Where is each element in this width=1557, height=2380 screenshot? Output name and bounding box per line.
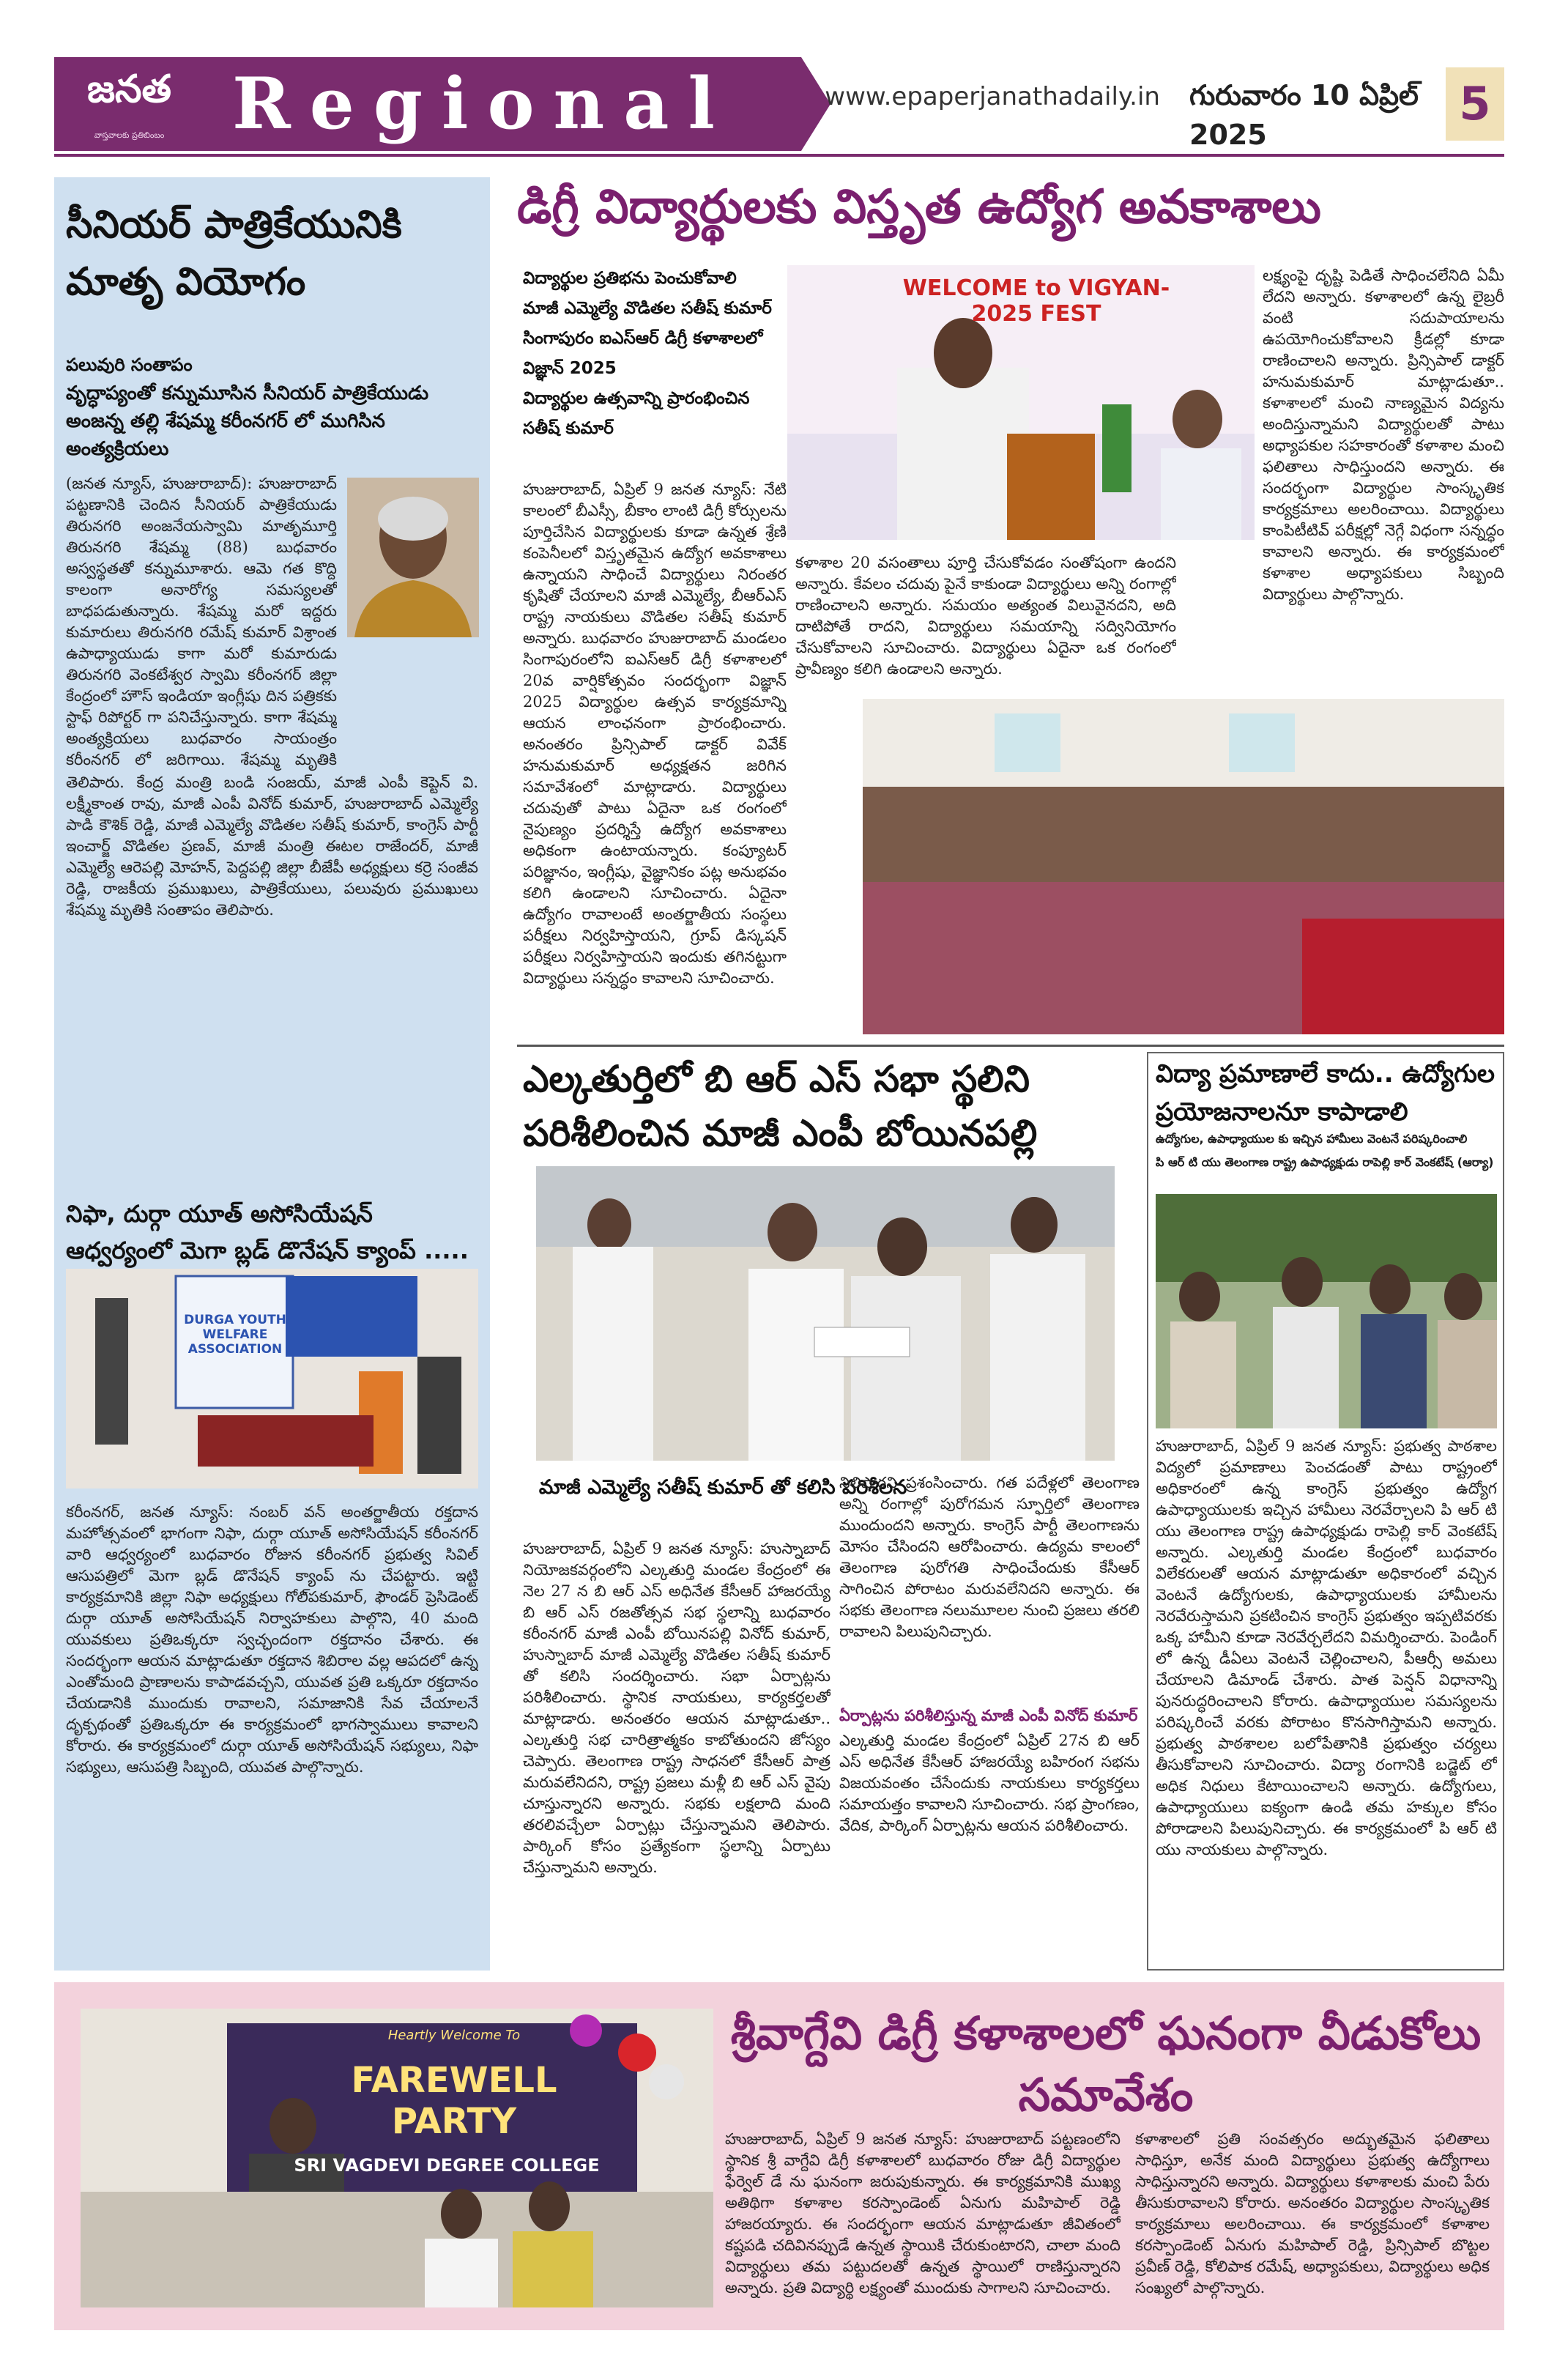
site-inspection-photo [536, 1166, 1115, 1461]
teachers-photo [1156, 1194, 1497, 1428]
website-url[interactable]: www.epaperjanathadaily.in [825, 82, 1160, 111]
top-story-body-col3: లక్ష్యంపై దృష్టి పెడితే సాధించలేనిది ఏమీ లేదని అన్నారు. కళాశాలలో ఉన్న లైబ్రరీ వంటి సదుపాయాలను ఉపయోగించుకోవాలని క్రీడల్లో కూడా రాణించాలని అన్నారు. ప్రిన్సిపాల్ డాక్టర్ హనుమకుమార్ మాట్లాడుతూ.. కళాశాలలో మంచి నాణ్యమైన విద్యను అందిస్తున్నామని విద్యార్థులతో పాటు అధ్యాపకుల సహకారంతో కళాశాల మంచి ఫలితాలు సాధిస్తుందని అన్నారు. ఈ సందర్భంగా విద్యార్థుల సాంస్కృతిక కార్యక్రమాలు అలరించాయి. విద్యార్థులు కాంపిటీటివ్ పరీక్షల్లో నెగ్గే విధంగా సన్నద్ధం కావాలని అన్నారు. ఈ కార్యక్రమంలో కళాశాల అధ్యాపకులు సిబ్బంది విద్యార్థులు పాల్గొన్నారు. [1263, 267, 1504, 603]
blood-camp-body: కరీంనగర్, జనత న్యూస్: నంబర్ వన్ అంతర్జాతీయ రక్తదాన మహోత్సవంలో భాగంగా నిఫా, దుర్గా యూత్ అసోసియేషన్ కరీంనగర్ వారి ఆధ్వర్యంలో బుధవారం రోజున కరీంనగర్ ప్రభుత్వ సివిల్ ఆసుపత్రిలో మెగా బ్లడ్ డొనేషన్ క్యాంప్ ను చేపట్టారు. ఇట్టి కార్యక్రమానికి జిల్లా నిఫా అధ్యక్షులు గోలి్పకుమార్, ఫౌండర్ ప్రెసిడెంట్ దుర్గా యూత్ అసోసియేషన్ నిర్వాహకులు పాల్గొని, 40 మంది యువకులు ప్రతిఒక్కరూ స్వచ్ఛందంగా రక్తదానం చేశారు. ఈ సందర్భంగా ఆయన మాట్లాడుతూ రక్తదాన శిబిరాల వల్ల ఆపదలో ఉన్న ఎంతోమంది ప్రాణాలను కాపాడవచ్చని, యువత ప్రతి ఒక్కరూ రక్తదానం చేయడానికి ముందుకు రావాలని, సమాజానికి సేవ చేయాలనే దృక్పథంతో ప్రతిఒక్కరూ ఈ కార్యక్రమంలో భాగస్వాములు కావాలని కోరారు. ఈ కార్యక్రమంలో దుర్గా యూత్ అసోసియేషన్ సభ్యులు, నిఫా సభ్యులు, ఆసుపత్రి సిబ్బంది, యువత పాల్గొన్నారు. [66, 1503, 478, 1776]
top-story-subheads [523, 264, 787, 444]
top-subhead-3: సింగాపురం ఐఎస్ఆర్ డిగ్రీ కళాశాలలో విజ్ఞాన్ 2025 [523, 329, 763, 378]
obituary-photo [347, 478, 479, 637]
obituary-body: (జనత న్యూస్, హుజురాబాద్): హుజురాబాద్ పట్టణానికి చెందిన సీనియర్ పాత్రికేయుడు తిరునగరి అంజనేయస్వామి మాతృమూర్తి తిరునగరి శేషమ్మ (88) బుధవారం అస్వస్థతతో కన్నుమూశారు. ఆమె గత కొద్ది కాలంగా అనారోగ్య సమస్యలతో బాధపడుతున్నారు. శేషమ్మ మరో ఇద్దరు కుమారులు తిరునగరి రమేష్ కుమార్ విశ్రాంత ఉపాధ్యాయుడు కాగా మరో కుమారుడు తిరునగరి వెంకటేశ్వర స్వామి కరీంనగర్ జిల్లా కేంద్రంలో హౌస్ ఇండియా ఇంగ్లీషు దిన పత్రికకు స్టాఫ్ రిపోర్టర్ గా పనిచేస్తున్నారు. కాగా శేషమ్మ అంత్యక్రియలు బుధవారం సాయంత్రం కరీంనగర్ లో జరిగాయి. శేషమ్మ మృతికి [66, 475, 337, 768]
blood-camp-photo [66, 1269, 478, 1489]
logo-tagline: వాస్తవాలకు ప్రతిబింబం [94, 130, 165, 140]
right-story-headline: విద్యా ప్రమాణాలే కాదు.. ఉద్యోగుల ప్రయోజనాలనూ కాపాడాలి [1156, 1059, 1495, 1127]
college-banner-text: SRI VAGDEVI DEGREE COLLEGE [294, 2155, 600, 2176]
students-audience-photo [863, 699, 1504, 1034]
masthead [54, 57, 1504, 151]
page-number: 5 [1446, 67, 1504, 141]
farewell-photo [81, 2009, 713, 2307]
farewell-body-col1: హుజురాబాద్, ఏప్రిల్ 9 జనత న్యూస్: హుజురాబాద్ పట్టణంలోని స్థానిక శ్రీ వాగ్దేవి డిగ్రీ కళాశాలలో బుధవారం రోజు డిగ్రీ విద్యార్థుల ఫేర్వెల్ డే ను ఘనంగా జరుపుకున్నారు. ఈ కార్యక్రమానికి ముఖ్య అతిథిగా కళాశాల కరస్పాండెంట్ ఏనుగు మహిపాల్ రెడ్డి హాజరయ్యారు. ఈ సందర్భంగా ఆయన మాట్లాడుతూ జీవితంలో కష్టపడి చదివినప్పుడే ఉన్నత స్థాయికి చేరుకుంటారని, చాలా మంది విద్యార్థులు తమ పట్టుదలతో ఉన్నత స్థాయిలో రాణిస్తున్నారని అన్నారు. ప్రతి విద్యార్థి లక్ష్యంతో ముందుకు సాగాలని సూచించారు. [725, 2130, 1121, 2296]
farewell-story-box [54, 1982, 1504, 2330]
farewell-headline: శ్రీవాగ్దేవి డిగ్రీ కళాశాలలో ఘనంగా వీడుకోలు సమావేశం [730, 2006, 1482, 2121]
blood-camp-banner: DURGA YOUTH WELFARE ASSOCIATION [184, 1313, 286, 1357]
fest-stage-photo [787, 265, 1255, 540]
mid-story-body-col1: హుజురాబాద్, ఏప్రిల్ 9 జనత న్యూస్: హుస్నాబాద్ నియోజకవర్గంలోని ఎల్కతుర్తి మండల కేంద్రంలో ఈ నెల 27 న బి ఆర్ ఎస్ అధినేత కేసీఆర్ హాజరయ్యే బి ఆర్ ఎస్ రజతోత్సవ సభ స్థలాన్ని బుధవారం కరీంనగర్ మాజీ ఎంపీ బోయినపల్లి వినోద్ కుమార్, హుస్నాబాద్ మాజీ ఎమ్మెల్యే వొడితల సతీష్ కుమార్ తో కలిసి సందర్శించారు. సభా ఏర్పాట్లను పరిశీలించారు. స్థానిక నాయకులు, కార్యకర్తలతో మాట్లాడారు. అనంతరం ఆయన మాట్లాడుతూ.. ఎల్కతుర్తి సభ చారిత్రాత్మకం కాబోతుందని జోస్యం చెప్పారు. తెలంగాణ రాష్ట్ర సాధనలో కేసీఆర్ పాత్ర మరువలేనిదని, రాష్ట్ర ప్రజలు మళ్లీ బి ఆర్ ఎస్ వైపు చూస్తున్నారని అన్నారు. సభకు లక్షలాది మంది తరలివచ్చేలా ఏర్పాట్లు చేస్తున్నామని తెలిపారు. పార్కింగ్ కోసం ప్రత్యేకంగా స్థలాన్ని ఏర్పాటు చేస్తున్నామని అన్నారు. [523, 1540, 830, 1876]
right-story-subhead: ఉద్యోగుల, ఉపాధ్యాయుల కు ఇచ్చిన హామీలు వెంటనే పరిష్కరించాలి [1156, 1132, 1468, 1146]
section-divider [517, 1045, 1504, 1047]
right-story-body: హుజురాబాద్, ఏప్రిల్ 9 జనత న్యూస్: ప్రభుత్వ పాఠశాల విద్యలో ప్రమాణాలు పెంచడంతో పాటు రాష్ట్రంలో అధికారంలో ఉన్న కాంగ్రెస్ ప్రభుత్వం ఉద్యోగ ఉపాధ్యాయులకు ఇచ్చిన హామీలు నెరవేర్చాలని పి ఆర్ టి యు తెలంగాణ రాష్ట్ర ఉపాధ్యక్షుడు రాపెల్లి కార్ వెంకటేష్ అన్నారు. ఎల్కతుర్తి మండల కేంద్రంలో బుధవారం విలేకరులతో ఆయన మాట్లాడుతూ అధికారంలో వచ్చిన వెంటనే ఉద్యోగులకు, ఉపాధ్యాయులకు హామీలను నెరవేరుస్తామని ప్రకటించిన కాంగ్రెస్ ప్రభుత్వం ఇప్పటివరకు ఒక్క హామీని కూడా నెరవేర్చలేదని విమర్శించారు. పెండింగ్ లో ఉన్న డీఏలు వెంటనే చెల్లించాలని, పీఆర్సీ అమలు చేయాలని డిమాండ్ చేశారు. పాత పెన్షన్ విధానాన్ని పునరుద్ధరించాలని కోరారు. ఉపాధ్యాయుల సమస్యలను పరిష్కరించే వరకు పోరాటం కొనసాగిస్తామని అన్నారు. ప్రభుత్వ పాఠశాలల బలోపేతానికి ప్రభుత్వం చర్యలు తీసుకోవాలని సూచించారు. విద్యా రంగానికి బడ్జెట్ లో అధిక నిధులు కేటాయించాలని అన్నారు. ఉద్యోగులు, ఉపాధ్యాయులు ఐక్యంగా ఉండి తమ హక్కుల కోసం పోరాడాలని పిలుపునిచ్చారు. ఈ కార్యక్రమంలో పి ఆర్ టి యు నాయకులు పాల్గొన్నారు. [1156, 1437, 1497, 1858]
issue-date: గురువారం 10 ఏప్రిల్ 2025 [1189, 79, 1419, 151]
section-title: Regional [204, 57, 801, 151]
mid-story-body-col3: ఎల్కతుర్తి మండల కేంద్రంలో ఏప్రిల్ 27న బి ఆర్ ఎస్ అధినేత కేసీఆర్ హాజరయ్యే బహిరంగ సభను విజయవంతం చేసేందుకు నాయకులు కార్యకర్తలు సమాయత్తం కావాలని సూచించారు. సభ ప్రాంగణం, వేదిక, పార్కింగ్ ఏర్పాట్లను ఆయన పరిశీలించారు. [839, 1732, 1140, 1834]
top-subhead-2: మాజీ ఎమ్మెల్యే వొడితల సతీష్ కుమార్ [523, 299, 772, 318]
top-story-body-col1: హుజురాబాద్, ఏప్రిల్ 9 జనత న్యూస్: నేటి కాలంలో బీఎస్సీ, బీకాం లాంటి డిగ్రీ కోర్సులను పూర్తిచేసిన విద్యార్థులకు కూడా ఉన్నత శ్రేణి కంపెనీలలో విస్తృతమైన ఉద్యోగ అవకాశాలు ఉన్నాయని సాధించే విద్యార్థులు నిరంతర కృషితో చేయాలని మాజీ ఎమ్మెల్యే, బీఆర్ఎస్ రాష్ట్ర నాయకులు వొడితల సతీష్ కుమార్ అన్నారు. బుధవారం హుజురాబాద్ మండలం సింగాపురంలోని ఐఎస్ఆర్ డిగ్రీ కళాశాలలో 20వ వార్షికోత్సవం సందర్భంగా విజ్ఞాన్ 2025 విద్యార్థుల ఉత్సవ కార్యక్రమాన్ని ఆయన లాంఛనంగా ప్రారంభించారు. అనంతరం ప్రిన్సిపాల్ డాక్టర్ వివేక్ హనుమకుమార్ అధ్యక్షతన జరిగిన సమావేశంలో మాట్లాడారు. విద్యార్థులు చదువుతో పాటు ఏదైనా ఒక రంగంలో నైపుణ్యం ప్రదర్శిస్తే ఉద్యోగ అవకాశాలు అధికంగా ఉంటాయన్నారు. కంప్యూటర్ పరిజ్ఞానం, ఇంగ్లీషు, వైజ్ఞానికం పట్ల అనుభవం కలిగి ఉండాలని సూచించారు. ఏదైనా ఉద్యోగం రావాలంటే అంతర్జాతీయ సంస్థలు పరీక్షలు నిర్వహిస్తాయని, గ్రూప్ డిస్కషన్ పరీక్షలు నిర్వహిస్తాయని ఇందుకు తగినట్టుగా విద్యార్థులు సన్నద్ధం కావాలని సూచించారు. [523, 481, 787, 987]
farewell-banner-small: Heartly Welcome To [387, 2028, 521, 2043]
mid-story-headline: ఎల్కతుర్తిలో బి ఆర్ ఎస్ సభా స్థలిని పరిశీలించిన మాజీ ఎంపీ బోయినపల్లి [523, 1058, 1038, 1154]
mid-story-subhead: ఏర్పాట్లను పరిశీలిస్తున్న మాజీ ఎంపీ వినోద్ కుమార్ [839, 1707, 1138, 1724]
left-column [54, 177, 490, 1971]
logo-text: జనత [87, 67, 171, 111]
top-subhead-4: విద్యార్థుల ఉత్సవాన్ని ప్రారంభించిన సతీష్ కుమార్ [523, 389, 750, 438]
top-story-body-col2: కళాశాల 20 వసంతాలు పూర్తి చేసుకోవడం సంతోషంగా ఉందని అన్నారు. కేవలం చదువు పైనే కాకుండా విద్యార్థులు అన్ని రంగాల్లో రాణించాలని అన్నారు. సమయం అత్యంత విలువైనదని, అది దాటిపోతే రాదని, విద్యార్థులు సమయాన్ని సద్వినియోగం చేసుకోవాలని సూచించారు. విద్యార్థులు ఏదైనా ఒక రంగంలో ప్రావీణ్యం కలిగి ఉండాలని అన్నారు. [795, 554, 1176, 678]
right-story-caption: పి ఆర్ టి యు తెలంగాణ రాష్ట్ర ఉపాధ్యక్షుడు రాపెల్లి కార్ వెంకటేష్ (ఆర్యా) [1156, 1155, 1494, 1169]
farewell-banner: FAREWELL PARTY [351, 2060, 557, 2142]
fest-banner-text: WELCOME to VIGYAN-2025 FEST [902, 275, 1170, 327]
obituary-body-cont: తెలిపారు. కేంద్ర మంత్రి బండి సంజయ్, మాజీ ఎంపీ కెప్టెన్ వి. లక్ష్మీకాంత రావు, మాజీ ఎంపీ వినోద్ కుమార్, హుజురాబాద్ ఎమ్మెల్యే పాడి కౌశిక్ రెడ్డి, మాజీ ఎమ్మెల్యే వొడితల సతీష్ కుమార్, కాంగ్రెస్ పార్టీ ఇంచార్జ్ వొడితల ప్రణవ్, మాజీ మంత్రి ఈటల రాజేందర్, మాజీ ఎమ్మెల్యే ఆరెపల్లి మోహన్, పెద్దపల్లి జిల్లా బీజేపీ అధ్యక్షులు కర్రె సంజీవ రెడ్డి, రాజకీయ ప్రముఖులు, పాత్రికేయులు, పలువురు ప్రముఖులు శేషమ్మ మృతికి సంతాపం తెలిపారు. [66, 774, 478, 919]
farewell-body-col2: కళాశాలలో ప్రతి సంవత్సరం అద్భుతమైన ఫలితాలు సాధిస్తూ, అనేక మంది విద్యార్థులు ప్రభుత్వ ఉద్యోగాలు సాధిస్తున్నారని అన్నారు. విద్యార్థులు కళాశాలకు మంచి పేరు తీసుకురావాలని కోరారు. అనంతరం విద్యార్థుల సాంస్కృతిక కార్యక్రమాలు అలరించాయి. ఈ కార్యక్రమంలో కళాశాల కరస్పాండెంట్ ఏనుగు మహిపాల్ రెడ్డి, ప్రిన్సిపాల్ బొట్టల ప్రవీణ్ రెడ్డి, కోలిపాక రమేష్, అధ్యాపకులు, విద్యార్థులు అధిక సంఖ్యలో పాల్గొన్నారు. [1135, 2130, 1490, 2296]
top-story-headline: డిగ్రీ విద్యార్థులకు విస్తృత ఉద్యోగ అవకాశాలు [517, 180, 1321, 234]
obituary-headline: సీనియర్ పాత్రికేయునికి మాతృ వియోగం [66, 203, 402, 304]
obituary-kicker: పలువురి సంతాపం [66, 355, 193, 375]
mid-story-caption: మాజీ ఎమ్మెల్యే సతీష్ కుమార్ తో కలిసి పరిశీలన [538, 1476, 907, 1499]
blood-camp-headline: నిఫా, దుర్గా యూత్ అసోసియేషన్ ఆధ్వర్యంలో మెగా బ్లడ్ డొనేషన్ క్యాంప్ ..... [66, 1200, 469, 1264]
top-subhead-1: విద్యార్థుల ప్రతిభను పెంచుకోవాలి [523, 269, 737, 288]
masthead-divider [54, 154, 1504, 157]
newspaper-logo [54, 57, 204, 151]
obituary-subhead: వృద్ధాప్యంతో కన్నుమూసిన సీనియర్ పాత్రికేయుడు అంజన్న తల్లి శేషమ్మ కరీంనగర్ లో ముగిసిన అంత్యక్రియలు [66, 382, 429, 460]
mid-story-body-col2: నిలిపారని ప్రశంసించారు. గత పదేళ్లలో తెలంగాణ అన్ని రంగాల్లో పురోగమన స్ఫూర్తిలో తెలంగాణ ముందుందని అన్నారు. కాంగ్రెస్ పార్టీ తెలంగాణను మోసం చేసిందని ఆరోపించారు. ఉద్యమ కాలంలో తెలంగాణ పురోగతి సాధించేందుకు కేసీఆర్ సాగించిన పోరాటం మరువలేనిదని అన్నారు. ఈ సభకు తెలంగాణ నలుమూలల నుంచి ప్రజలు తరలి రావాలని పిలుపునిచ్చారు. [839, 1474, 1140, 1640]
